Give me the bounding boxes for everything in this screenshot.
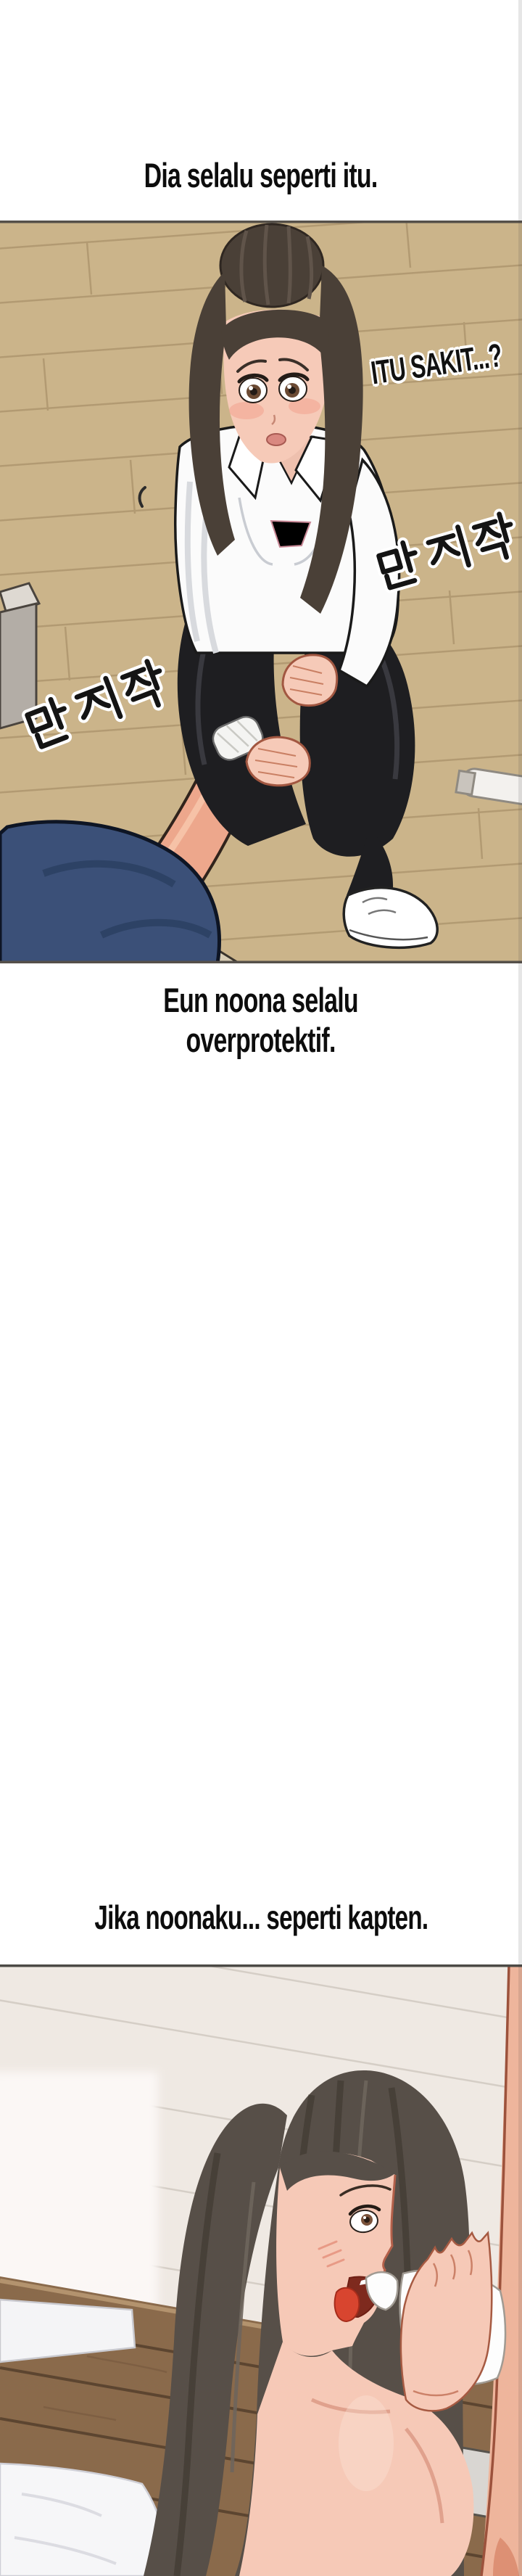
- narration-text: Eun noona selalu: [163, 981, 359, 1019]
- comic-panel-1: [0, 221, 522, 963]
- speech-itu-sakit: ITU SAKIT...?: [368, 336, 505, 392]
- panel1-bottom-border: [0, 961, 522, 964]
- gripping-hand-lower: [246, 737, 310, 786]
- narration-line-1: [0, 155, 522, 196]
- panel2-artwork: [0, 1964, 522, 2576]
- right-edge-shadow: [518, 0, 522, 2576]
- panel1-artwork: [0, 221, 522, 963]
- panel1-top-border: [0, 221, 522, 223]
- narration-line-3: [0, 1898, 522, 1938]
- narration-text: overprotektif.: [186, 1020, 336, 1059]
- panel2-top-border: [0, 1964, 522, 1967]
- narration-line-2: [0, 981, 522, 1061]
- narration-text: Jika noonaku... seperti kapten.: [94, 1898, 428, 1936]
- light-glow: [0, 2072, 158, 2311]
- grey-box: [0, 583, 39, 728]
- gripping-hand-upper: [283, 655, 337, 706]
- comic-panel-2: [0, 1964, 522, 2576]
- narration-text: Dia selalu seperti itu.: [144, 156, 378, 194]
